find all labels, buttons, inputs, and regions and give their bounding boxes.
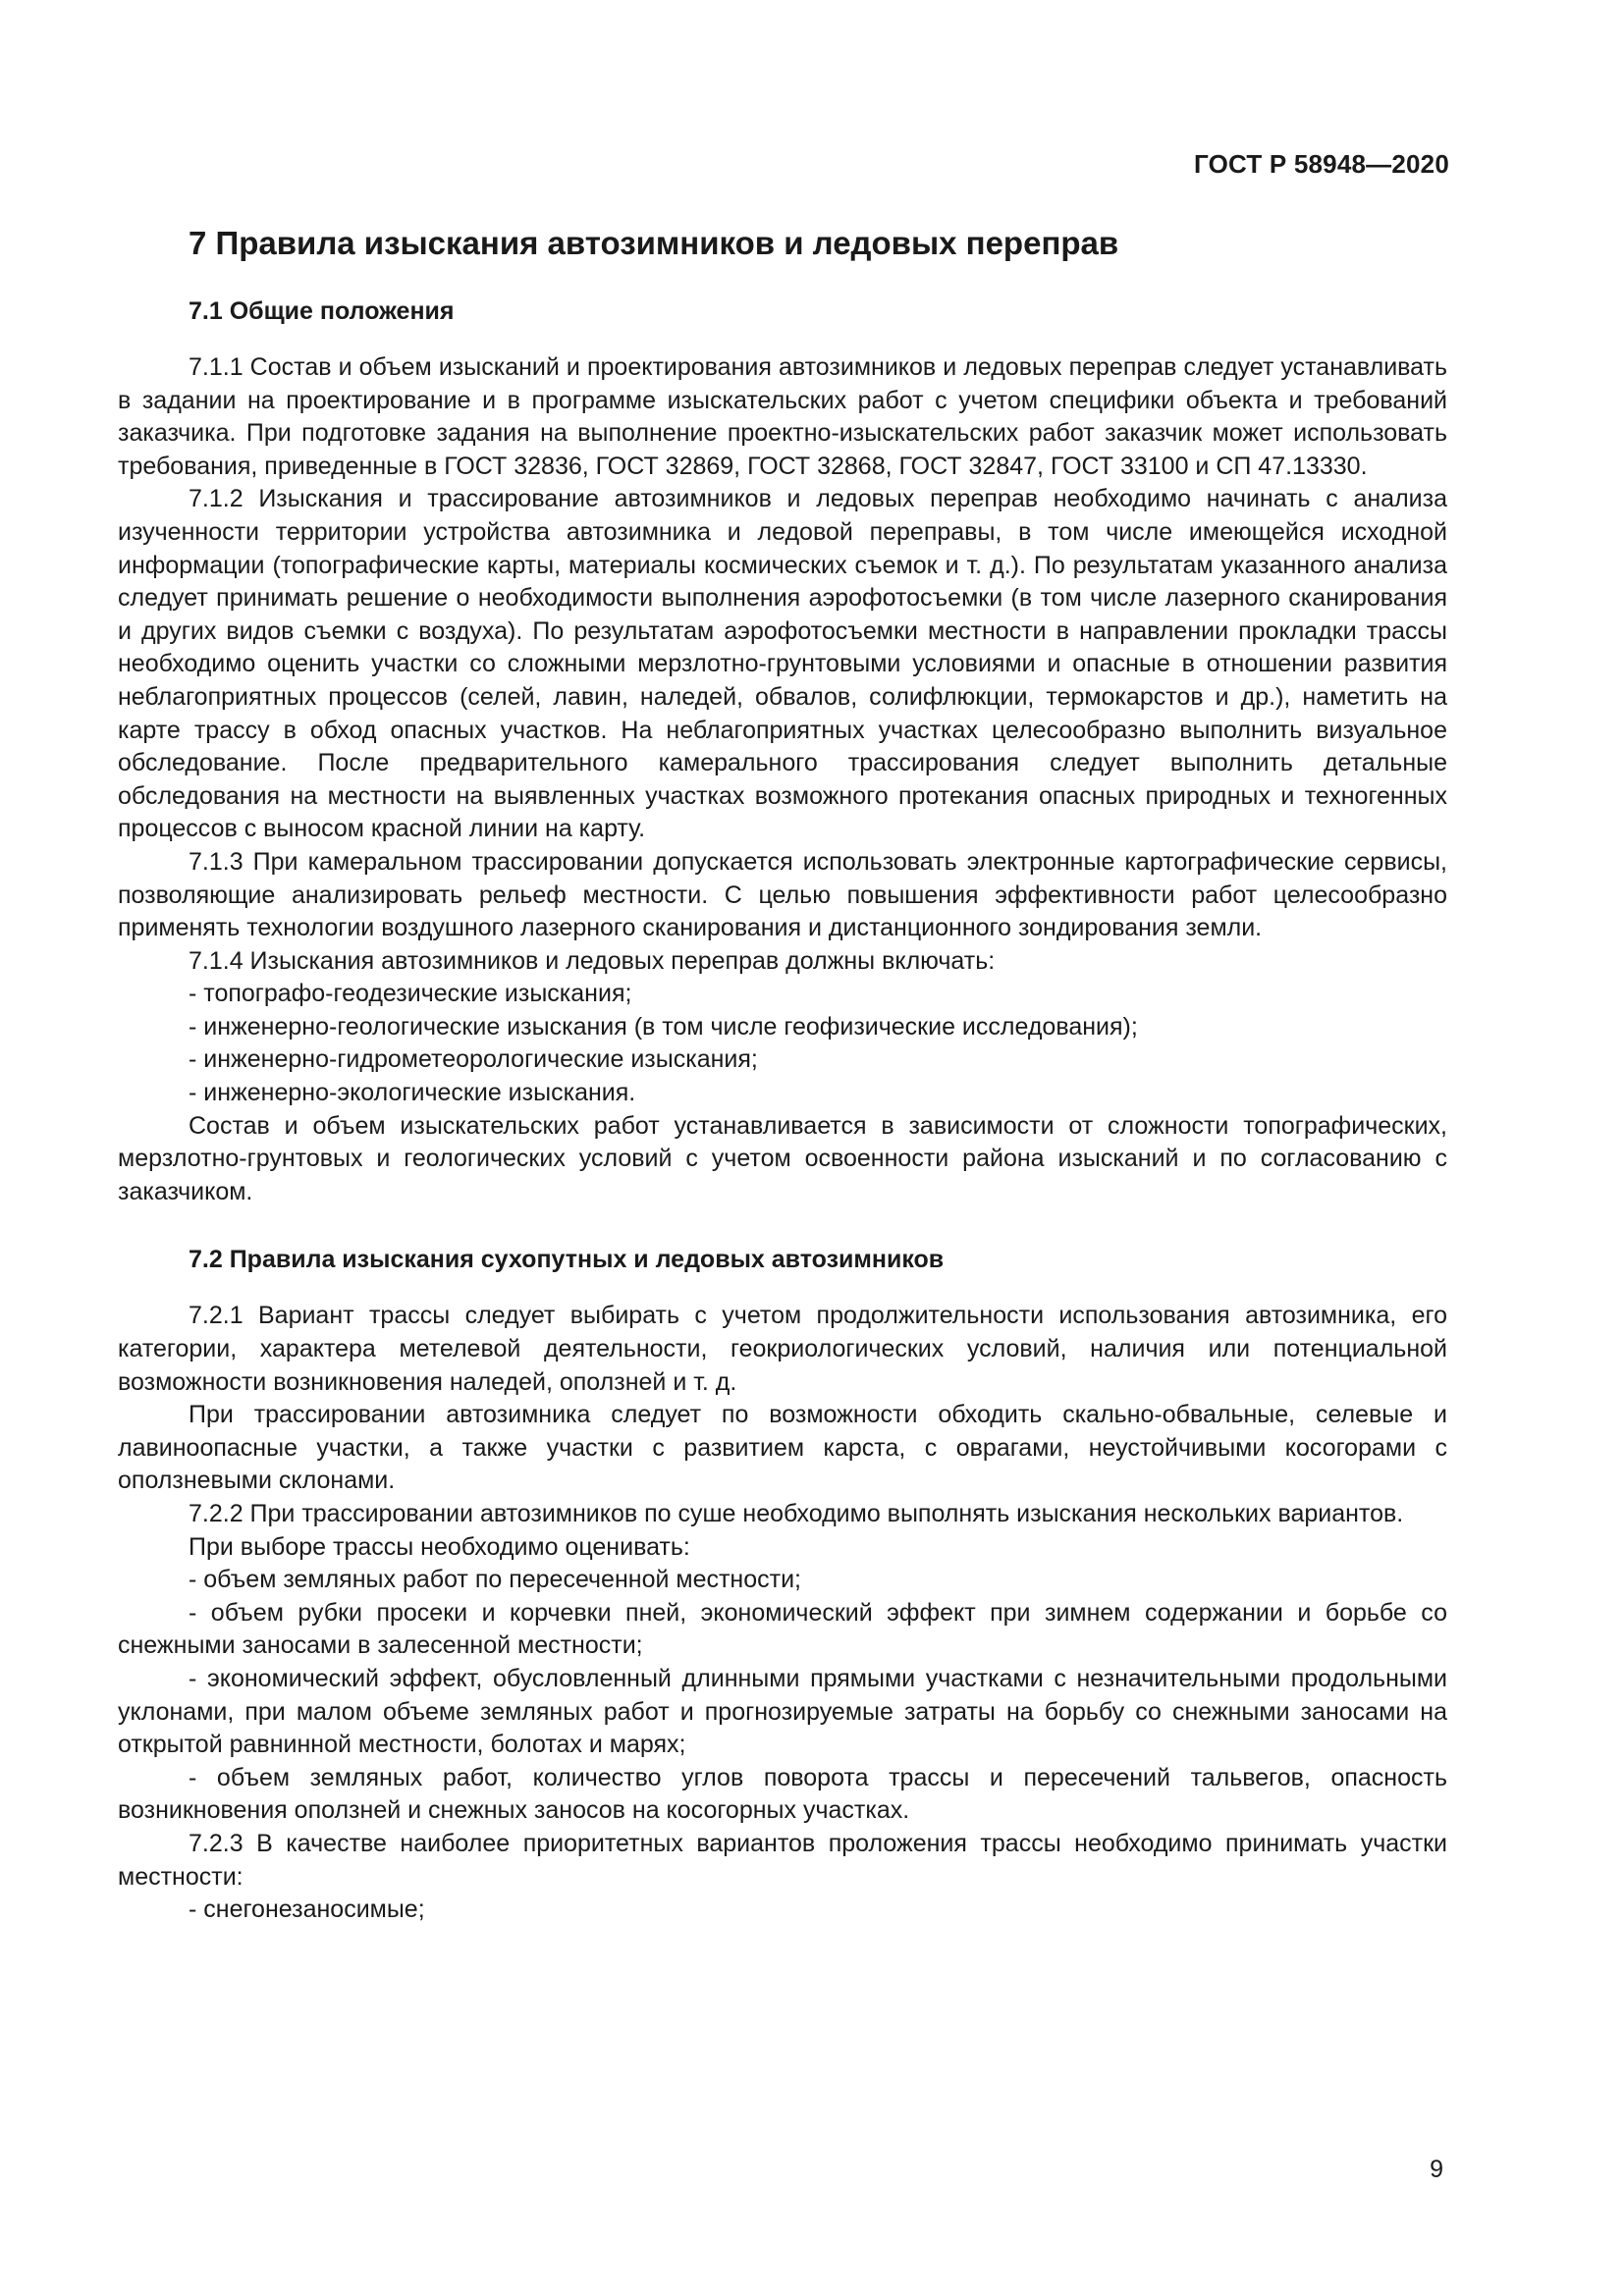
- paragraph-7-1-3: 7.1.3 При камеральном трассировании допускается использовать электронные картографические сервисы, позволяющие анализировать рельеф местности. С целью повышения эффективности работ целесообразно применять технологии воздушного лазерного сканирования и дистанционного зондирования земли.: [118, 847, 1447, 942]
- list-item: - экономический эффект, обусловленный длинными прямыми участками с незначительными продольными уклонами, при малом объеме земляных работ и прогнозируемые затраты на борьбу со снежными заносами на открытой равнинной местности, болотах и марях;: [118, 1664, 1447, 1759]
- subsection-7-1-title: 7.1 Общие положения: [189, 297, 455, 325]
- page-number: 9: [1430, 2156, 1443, 2183]
- list-item: - объем рубки просеки и корчевки пней, экономический эффект при зимнем содержании и борьбе со снежными заносами в залесенной местности;: [118, 1598, 1447, 1660]
- list-item: - инженерно-экологические изыскания.: [189, 1079, 636, 1107]
- list-item: - топографо-геодезические изыскания;: [189, 980, 632, 1008]
- page-content: [118, 224, 1447, 1927]
- paragraph-7-1-1: 7.1.1 Состав и объем изысканий и проектирования автозимников и ледовых переправ следует устанавливать в задании на проектирование и в программе изыскательских работ с учетом специфики объекта и требований заказчика. При подготовке задания на выполнение проектно-изыскательских работ заказчик может использовать требования, приведенные в ГОСТ 32836, ГОСТ 32869, ГОСТ 32868, ГОСТ 32847, ГОСТ 33100 и СП 47.13330.: [118, 353, 1447, 480]
- standard-code: ГОСТ Р 58948—2020: [1194, 149, 1449, 179]
- paragraph-7-2-2-intro: При выборе трассы необходимо оценивать:: [189, 1532, 690, 1561]
- paragraph-7-1-4: 7.1.4 Изыскания автозимников и ледовых переправ должны включать:: [189, 946, 996, 975]
- paragraph-7-1-composition: Состав и объем изыскательских работ устанавливается в зависимости от сложности топографических, мерзлотно-грунтовых и геологических условий с учетом освоенности района изысканий и по согласованию с заказчиком.: [118, 1111, 1447, 1205]
- paragraph-7-1-2: 7.1.2 Изыскания и трассирование автозимников и ледовых переправ необходимо начинать с анализа изученности территории устройства автозимника и ледовой переправы, в том числе имеющейся исходной информации (топографические карты, материалы космических съемок и т. д.). По результатам указанного анализа следует принимать решение о необходимости выполнения аэрофотосъемки (в том числе лазерного сканирования и других видов съемки с воздуха). По результатам аэрофотосъемки местности в направлении прокладки трассы необходимо оценить участки со сложными мерзлотно-грунтовыми условиями и опасные в отношении развития неблагоприятных процессов (селей, лавин, наледей, обвалов, солифлюкции, термокарстов и др.), наметить на карте трассу в обход опасных участков. На неблагоприятных участках целесообразно выполнить визуальное обследование. После предварительного камерального трассирования следует выполнить детальные обследования на местности на выявленных участках возможного протекания опасных природных и техногенных процессов с выносом красной линии на карту.: [118, 485, 1447, 843]
- list-item: - инженерно-геологические изыскания (в том числе геофизические исследования);: [189, 1012, 1138, 1041]
- section-7-title: 7 Правила изыскания автозимников и ледовых переправ: [189, 225, 1119, 261]
- paragraph-7-2-3: 7.2.3 В качестве наиболее приоритетных вариантов проложения трассы необходимо принимать участки местности:: [118, 1829, 1447, 1891]
- list-item: - объем земляных работ по пересеченной местности;: [189, 1566, 801, 1594]
- list-item: - снегонезаносимые;: [189, 1896, 425, 1924]
- list-item: - объем земляных работ, количество углов поворота трассы и пересечений тальвегов, опасность возникновения оползней и снежных заносов на косогорных участках.: [118, 1763, 1447, 1825]
- list-item: - инженерно-гидрометеорологические изыскания;: [189, 1045, 758, 1074]
- paragraph-7-2-1: 7.2.1 Вариант трассы следует выбирать с учетом продолжительности использования автозимника, его категории, характера метелевой деятельности, геокриологических условий, наличия или потенциальной возможности возникновения наледей, оползней и т. д.: [118, 1302, 1447, 1396]
- paragraph-7-2-2: 7.2.2 При трассировании автозимников по суше необходимо выполнять изыскания нескольких вариантов.: [189, 1500, 1404, 1527]
- subsection-7-2-title: 7.2 Правила изыскания сухопутных и ледовых автозимников: [189, 1246, 945, 1274]
- paragraph-7-2-1-routing: При трассировании автозимника следует по возможности обходить скально-обвальные, селевые и лавиноопасные участки, а также участки с развитием карста, с оврагами, неустойчивыми косогорами с оползневыми склонами.: [118, 1401, 1447, 1495]
